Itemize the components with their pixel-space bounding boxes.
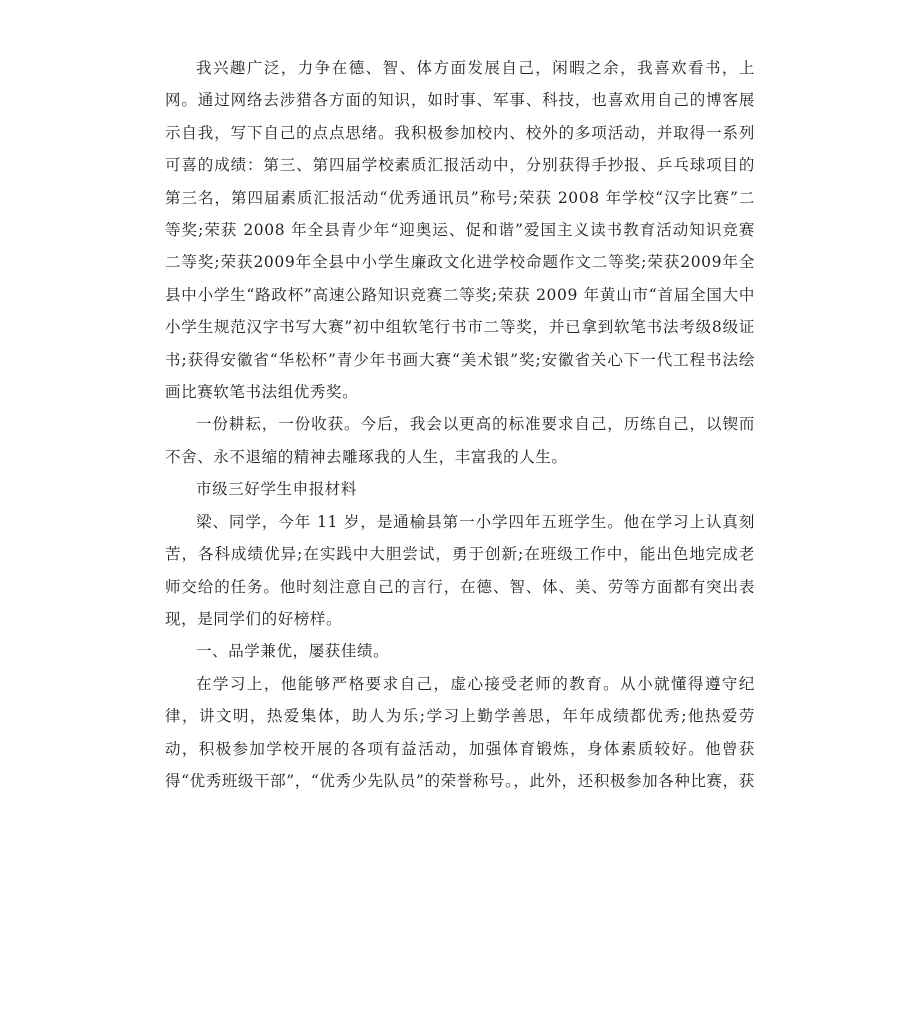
section-heading-1: 一、品学兼优，屡获佳绩。 xyxy=(196,642,390,661)
paragraph-student-intro: 梁、同学，今年 11 岁，是通榆县第一小学四年五班学生。他在学习上认真刻苦，各科成绩优异;在实践中大胆尝试，勇于创新;在班级工作中，能出色地完成老师交给的任务。他时刻注意自己的言行，在德、智、体、美、劳等方面都有突出表现，是同学们的好榜样。 xyxy=(165,512,755,628)
paragraph-future-goals: 一份耕耘，一份收获。今后，我会以更高的标准要求自己，历练自己，以锲而不舍、永不退缩的精神去雕琢我的人生，丰富我的人生。 xyxy=(165,415,755,466)
paragraph-study-performance: 在学习上，他能够严格要求自己，虚心接受老师的教育。从小就懂得遵守纪律，讲文明，热爱集体，助人为乐;学习上勤学善思，年年成绩都优秀;他热爱劳动，积极参加学校开展的各项有益活动，加强体育锻炼，身体素质较好。他曾获得“优秀班级干部”，“优秀少先队员”的荣誉称号。，此外，还积极参加各种比赛，获 xyxy=(165,674,755,790)
section-title: 市级三好学生申报材料 xyxy=(196,480,358,499)
document-body xyxy=(165,52,755,797)
paragraph-hobbies-achievements: 我兴趣广泛，力争在德、智、体方面发展自己，闲暇之余，我喜欢看书，上网。通过网络去涉猎各方面的知识，如时事、军事、科技，也喜欢用自己的博客展示自我，写下自己的点点思绪。我积极参加校内、校外的多项活动，并取得一系列可喜的成绩：第三、第四届学校素质汇报活动中，分别获得手抄报、乒乓球项目的第三名，第四届素质汇报活动“优秀通讯员”称号;荣获 2008 年学校“汉字比赛”二等奖;荣获 2008 年全县青少年“迎奥运、促和谐”爱国主义读书教育活动知识竞赛二等奖;荣获2009年全县中小学生廉政文化进学校命题作文二等奖;荣获2009年全县中小学生“路政杯”高速公路知识竞赛二等奖;荣获 2009 年黄山市“首届全国大中小学生规范汉字书写大赛”初中组软笔行书市二等奖，并已拿到软笔书法考级8级证书;获得安徽省“华松杯”青少年书画大赛“美术银”奖;安徽省关心下一代工程书法绘画比赛软笔书法组优秀奖。 xyxy=(165,59,755,402)
